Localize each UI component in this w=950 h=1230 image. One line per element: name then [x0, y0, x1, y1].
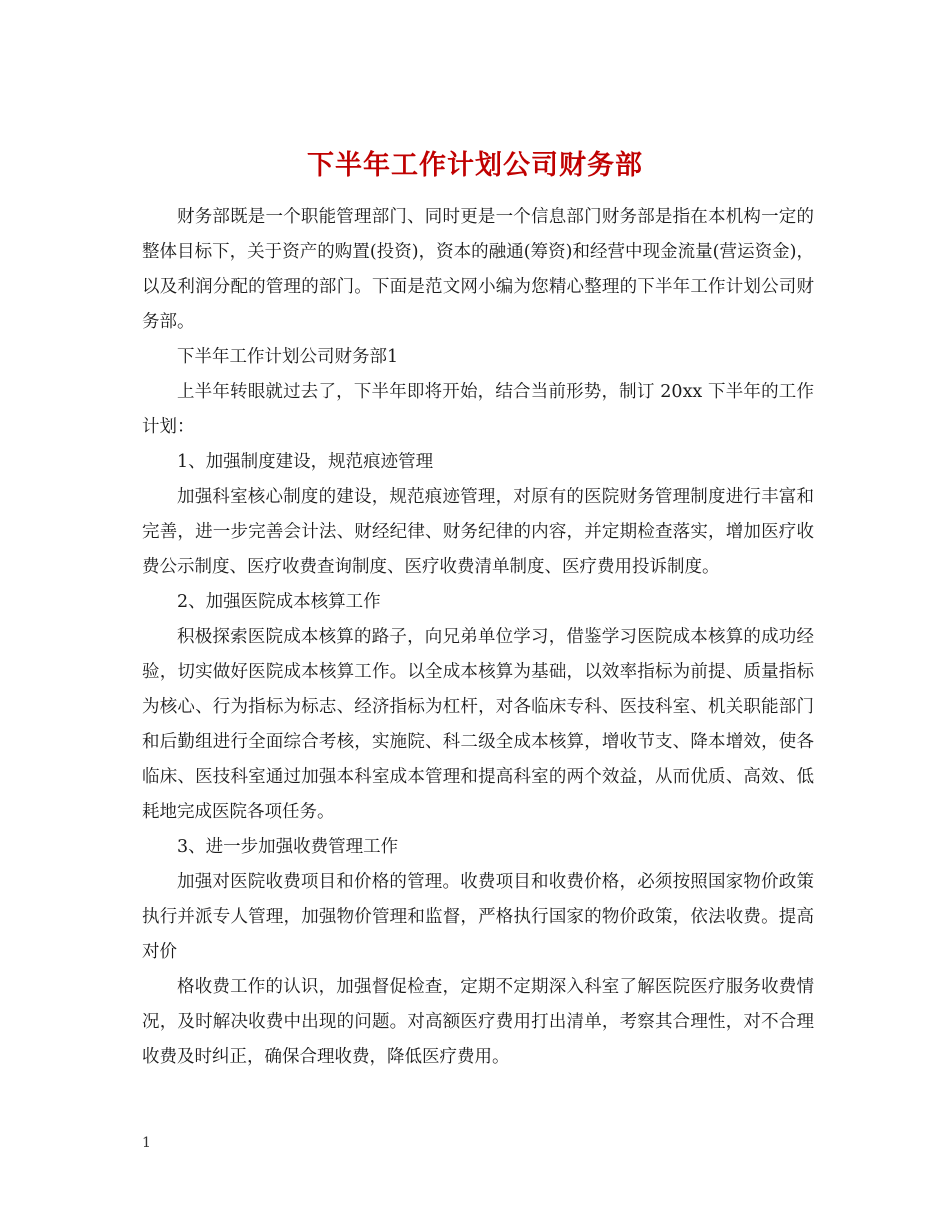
body-paragraph: 加强对医院收费项目和价格的管理。收费项目和收费价格，必须按照国家物价政策执行并派专人管理，加强物价管理和监督，严格执行国家的物价政策，依法收费。提高对价 — [142, 872, 814, 962]
item-heading-2: 2、加强医院成本核算工作 — [177, 592, 381, 612]
body-paragraph: 格收费工作的认识，加强督促检查，定期不定期深入科室了解医院医疗服务收费情况，及时解决收费中出现的问题。对高额医疗费用打出清单，考察其合理性，对不合理收费及时纠正，确保合理收费，降低医疗费用。 — [142, 977, 814, 1067]
body-paragraph: 积极探索医院成本核算的路子，向兄弟单位学习，借鉴学习医院成本核算的成功经验，切实做好医院成本核算工作。以全成本核算为基础，以效率指标为前提、质量指标为核心、行为指标为标志、经济指标为杠杆，对各临床专科、医技科室、机关职能部门和后勤组进行全面综合考核，实施院、科二级全成本核算，增收节支、降本增效，使各临床、医技科室通过加强本科室成本管理和提高科室的两个效益，从而优质、高效、低耗地完成医院各项任务。 — [142, 627, 814, 822]
page-number: 1 — [142, 1135, 151, 1151]
item-heading-3: 3、进一步加强收费管理工作 — [177, 837, 399, 857]
document-title: 下半年工作计划公司财务部 — [307, 150, 643, 182]
section-heading: 下半年工作计划公司财务部1 — [177, 347, 399, 367]
document-body — [142, 200, 814, 1075]
intro-paragraph: 财务部既是一个职能管理部门、同时更是一个信息部门财务部是指在本机构一定的整体目标下，关于资产的购置(投资)，资本的融通(筹资)和经营中现金流量(营运资金)，以及利润分配的管理的部门。下面是范文网小编为您精心整理的下半年工作计划公司财务部。 — [142, 207, 814, 332]
body-paragraph: 加强科室核心制度的建设，规范痕迹管理，对原有的医院财务管理制度进行丰富和完善，进一步完善会计法、财经纪律、财务纪律的内容，并定期检查落实，增加医疗收费公示制度、医疗收费查询制度、医疗收费清单制度、医疗费用投诉制度。 — [142, 487, 814, 577]
item-heading-1: 1、加强制度建设，规范痕迹管理 — [177, 452, 434, 472]
body-paragraph: 上半年转眼就过去了，下半年即将开始，结合当前形势，制订 20xx 下半年的工作计划： — [142, 382, 814, 437]
